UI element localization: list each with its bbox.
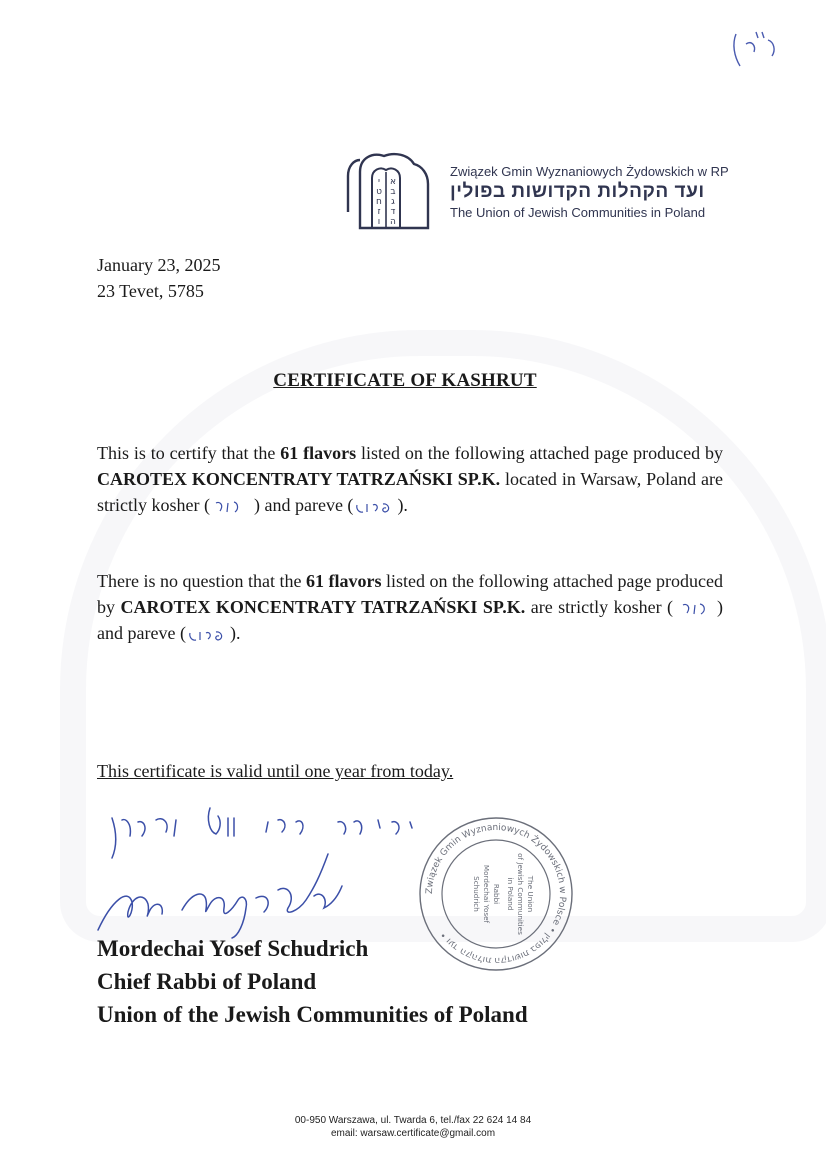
stamp-inner-line: of Jewish Communities: [516, 853, 525, 935]
company-name: CAROTEX KONCENTRATY TATRZAŃSKI SP.K.: [120, 597, 526, 617]
text: This is to certify that the: [97, 443, 281, 463]
logo-letter: ט: [376, 187, 382, 197]
logo-letter: ב: [390, 187, 396, 197]
text: ) and pareve (: [97, 597, 724, 643]
text: listed on the following attached page produced by: [97, 571, 723, 617]
stamp-inner-line: in Poland: [506, 877, 515, 911]
logo-letter: א: [389, 177, 397, 187]
footer-contact: [0, 1114, 826, 1140]
text: ).: [397, 495, 408, 515]
flavor-count: 61 flavors: [280, 443, 357, 463]
logo-letter: ה: [390, 217, 396, 227]
footer-email: email: warsaw.certificate@gmail.com: [330, 1128, 496, 1139]
validity-statement: This certificate is valid until one year from today.: [97, 761, 454, 781]
footer-address: 00-950 Warszawa, ul. Twarda 6, tel./fax 22 624 14 84: [294, 1115, 532, 1126]
stamp-inner-line: Rabbi: [492, 883, 501, 905]
logo-letter: ז: [377, 207, 381, 217]
company-name: CAROTEX KONCENTRATY TATRZAŃSKI SP.K.: [97, 469, 501, 489]
logo-letter: ד: [390, 207, 396, 217]
hebrew-date: 23 Tevet, 5785: [97, 281, 204, 301]
gregorian-date: January 23, 2025: [97, 255, 221, 275]
logo-letter: ח: [376, 197, 382, 207]
text: ).: [229, 623, 241, 643]
logo-letter: ג: [391, 197, 395, 207]
org-name-polish: Związek Gmin Wyznaniowych Żydowskich w RP: [450, 164, 729, 179]
stamp-outer-text: Związek Gmin Wyznaniowych Żydowskich w Polsce • ועד הקהלות הקדושות בפולין •: [424, 822, 568, 966]
stamp-inner-line: The Union: [526, 875, 535, 913]
certification-paragraph-1: [97, 440, 723, 518]
stamp-inner-line: Mordechai Yosef: [482, 864, 491, 924]
signer-name: Mordechai Yosef Schudrich: [97, 936, 369, 961]
signer-role: Chief Rabbi of Poland: [97, 969, 317, 994]
certification-paragraph-2: [97, 568, 723, 646]
handwritten-pareve-mark: [186, 627, 230, 643]
handwritten-pareve-mark: [353, 499, 397, 515]
handwritten-corner-mark: [726, 22, 786, 72]
certificate-title: CERTIFICATE OF KASHRUT: [273, 370, 537, 391]
text: ) and pareve (: [253, 495, 354, 515]
handwritten-signature: [92, 800, 422, 940]
org-name-hebrew: ועד הקהלות הקדושות בפולין: [450, 181, 705, 202]
text: located in Warsaw, Poland are strictly kosher (: [97, 469, 723, 515]
handwritten-kosher-mark: [210, 499, 254, 515]
organization-header: [450, 163, 729, 221]
handwritten-kosher-mark: [673, 601, 717, 617]
tablets-logo-icon: [346, 150, 432, 230]
signer-block: [97, 932, 528, 1031]
org-name-english: The Union of Jewish Communities in Poland: [450, 205, 706, 220]
text: listed on the following attached page produced by: [356, 443, 723, 463]
text: are strictly kosher (: [525, 597, 674, 617]
logo-letter: י: [377, 177, 381, 187]
flavor-count: 61 flavors: [306, 571, 382, 591]
signer-organization: Union of the Jewish Communities of Poland: [97, 1002, 528, 1027]
stamp-inner-line: Schudrich: [472, 876, 481, 912]
date-block: [97, 252, 220, 304]
text: There is no question that the: [97, 571, 307, 591]
logo-letter: ו: [377, 217, 381, 227]
